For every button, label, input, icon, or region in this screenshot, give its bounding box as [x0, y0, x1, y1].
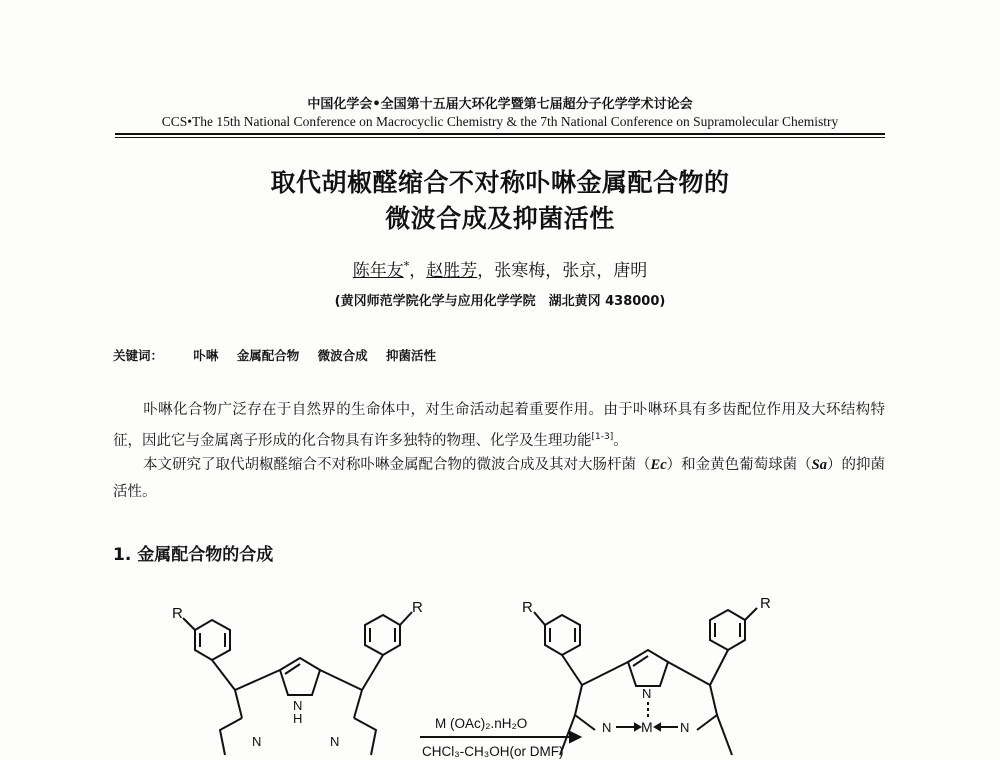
citation-ref: [1-3] [591, 432, 614, 442]
paragraph-intro [113, 397, 885, 455]
pyrrole-hydrogen: H [293, 711, 303, 726]
author-list [0, 256, 1000, 281]
keyword-item: 卟啉 [193, 348, 219, 363]
paragraph-aim-text-c: ）的抑菌活性。 [113, 457, 886, 500]
header-rule [115, 133, 885, 135]
reaction-solvent: CHCl₃-CH₃OH(or DMF) [422, 744, 564, 759]
central-pyrrole [280, 658, 320, 695]
section-heading: 1. 金属配合物的合成 [113, 545, 274, 565]
reaction-scheme [150, 590, 810, 760]
conference-title-en: CCS•The 15th National Conference on Macrocyclic Chemistry & the 7th National Conference on Supramolecular Chemistry [161, 114, 839, 129]
author-second: 赵胜芳 [426, 261, 478, 281]
conference-title-cn: 中国化学会•全国第十五届大环化学暨第七届超分子化学学术讨论会 [307, 97, 693, 112]
species-sa: Sa [811, 457, 827, 473]
central-pyrrole [628, 650, 668, 686]
r-group-label: R [522, 599, 533, 616]
reaction-arrowhead [570, 732, 580, 742]
keywords-label: 关键词： [113, 348, 164, 363]
paragraph-intro-text: 卟啉化合物广泛存在于自然界的生命体中，对生命活动起着重要作用。由于卟啉环具有多齿配位作用及大环结构特征，因此它与金属离子形成的化合物具有许多独特的物理、化学及生理功能 [113, 402, 885, 449]
affiliation: (黄冈师范学院化学与应用化学学院 湖北黄冈 438000) [334, 294, 666, 309]
product-structure [522, 595, 771, 755]
pyrrole-nitrogen: N [252, 734, 262, 749]
pyrrole-nitrogen: N [293, 698, 303, 713]
keyword-item: 微波合成 [317, 348, 368, 363]
header-rule-thin [115, 137, 885, 138]
metal-center: M [641, 719, 653, 735]
keywords-line [113, 346, 450, 364]
author-corresponding: 陈年友 [352, 261, 404, 281]
paper-title-line-1: 取代胡椒醛缩合不对称卟啉金属配合物的 [270, 168, 730, 197]
pyrrole-nitrogen: N [680, 720, 690, 735]
pyrrole-nitrogen: N [642, 686, 652, 701]
pyrrole-nitrogen: N [602, 720, 612, 735]
corresponding-mark: * [403, 259, 410, 273]
species-ec: Ec [650, 457, 667, 473]
reactant-structure [172, 599, 423, 755]
author-separator: ， [409, 261, 427, 281]
paragraph-intro-end: 。 [613, 432, 628, 449]
keyword-item: 金属配合物 [236, 348, 300, 363]
r-group-label: R [412, 599, 423, 616]
paragraph-aim-text-a: 本文研究了取代胡椒醛缩合不对称卟啉金属配合物的微波合成及其对大肠杆菌（ [143, 457, 651, 473]
paper-title-line-2: 微波合成及抑菌活性 [385, 204, 615, 233]
pyrrole-nitrogen: N [330, 734, 340, 749]
paragraph-aim [113, 452, 885, 506]
r-group-label: R [760, 595, 771, 612]
author-others: ，张寒梅，张京，唐明 [477, 261, 648, 281]
r-group-label: R [172, 605, 183, 622]
reaction-reagent: M (OAc)₂.nH₂O [435, 716, 528, 731]
paragraph-aim-text-b: ）和金黄色葡萄球菌（ [666, 457, 812, 473]
keyword-item: 抑菌活性 [386, 348, 437, 363]
